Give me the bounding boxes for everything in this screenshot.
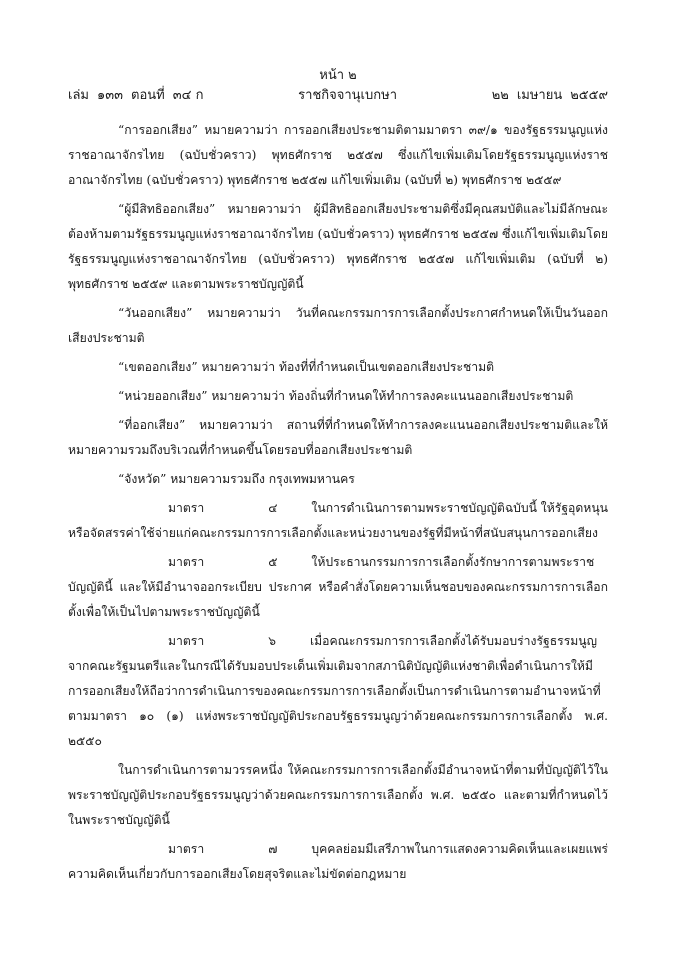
- section-paragraph-continued: ในการดำเนินการตามวรรคหนึ่ง ให้คณะกรรมการการเลือกตั้งมีอำนาจหน้าที่ตามที่บัญญัติไว้ในพระราชบัญญัติประกอบรัฐธรรมนูญว่าด้วยคณะกรรมการการเลือกตั้ง พ.ศ. ๒๕๕๐ และตามที่กำหนดไว้ในพระราชบัญญัตินี้: [68, 763, 608, 827]
- part-label: ตอนที่: [131, 88, 165, 103]
- volume-label: เล่ม: [68, 88, 89, 103]
- volume-info: [68, 86, 211, 106]
- part-number: ๓๔ ก: [172, 88, 204, 103]
- definition-paragraph: “จังหวัด” หมายความรวมถึง กรุงเทพมหานคร: [118, 472, 355, 486]
- section-number: ๖: [268, 634, 276, 648]
- definition-paragraph: “หน่วยออกเสียง” หมายความว่า ท้องถิ่นที่กำหนดให้ทำการลงคะแนนออกเสียงประชามติ: [118, 389, 574, 403]
- section-label: มาตรา: [168, 555, 205, 569]
- gazette-header: [68, 86, 608, 106]
- page-number: หน้า ๒: [319, 68, 357, 83]
- date-year: ๒๕๕๙: [570, 88, 608, 103]
- section-number: ๕: [268, 555, 278, 569]
- section-paragraph: [68, 496, 608, 546]
- document-page: [68, 66, 608, 887]
- section-text: บุคคลย่อมมีเสรีภาพในการแสดงความคิดเห็นและเผยแพร่ความคิดเห็นเกี่ยวกับการออกเสียงโดยสุจริตและไม่ขัดต่อกฎหมาย: [68, 842, 608, 881]
- section-text: ให้ประธานกรรมการการเลือกตั้งรักษาการตามพระราชบัญญัตินี้ และให้มีอำนาจออกระเบียบ ประกาศ หรือคำสั่งโดยความเห็นชอบของคณะกรรมการการเลือกตั้งเพื่อให้เป็นไปตามพระราชบัญญัตินี้: [68, 555, 608, 619]
- definition-paragraph: “วันออกเสียง” หมายความว่า วันที่คณะกรรมการการเลือกตั้งประกาศกำหนดให้เป็นวันออกเสียงประชามติ: [68, 306, 608, 345]
- section-text: เมื่อคณะกรรมการการเลือกตั้งได้รับมอบร่างรัฐธรรมนูญจากคณะรัฐมนตรีและในกรณีได้รับมอบประเด็นเพิ่มเติมจากสภานิติบัญญัติแห่งชาติเพื่อดำเนินการให้มีการออกเสียงให้ถือว่าการดำเนินการของคณะกรรมการการเลือกตั้งเป็นการดำเนินการตามอำนาจหน้าที่ตามมาตรา ๑๐ (๑) แห่งพระราชบัญญัติประกอบรัฐธรรมนูญว่าด้วยคณะกรรมการการเลือกตั้ง พ.ศ. ๒๕๕๐: [68, 634, 608, 748]
- definition-paragraph: “ผู้มีสิทธิออกเสียง” หมายความว่า ผู้มีสิทธิออกเสียงประชามติซึ่งมีคุณสมบัติและไม่มีลักษณะต้องห้ามตามรัฐธรรมนูญแห่งราชอาณาจักรไทย (ฉบับชั่วคราว) พุทธศักราช ๒๕๕๗ ซึ่งแก้ไขเพิ่มเติมโดยรัฐธรรมนูญแห่งราชอาณาจักรไทย (ฉบับชั่วคราว) พุทธศักราช ๒๕๕๗ แก้ไขเพิ่มเติม (ฉบับที่ ๒) พุทธศักราช ๒๕๕๙ และตามพระราชบัญญัตินี้: [68, 202, 608, 291]
- definition-paragraph: “การออกเสียง” หมายความว่า การออกเสียงประชามติตามมาตรา ๓๙/๑ ของรัฐธรรมนูญแห่งราชอาณาจักรไทย (ฉบับชั่วคราว) พุทธศักราช ๒๕๕๗ ซึ่งแก้ไขเพิ่มเติมโดยรัฐธรรมนูญแห่งราชอาณาจักรไทย (ฉบับชั่วคราว) พุทธศักราช ๒๕๕๗ แก้ไขเพิ่มเติม (ฉบับที่ ๒) พุทธศักราช ๒๕๕๙: [68, 123, 608, 187]
- section-label: มาตรา: [168, 501, 205, 515]
- section-label: มาตรา: [168, 842, 205, 856]
- section-number: ๗: [268, 842, 278, 856]
- definition-paragraph: “เขตออกเสียง” หมายความว่า ท้องที่ที่กำหนดเป็นเขตออกเสียงประชามติ: [118, 360, 495, 374]
- section-paragraph: [68, 629, 608, 754]
- section-number: ๔: [268, 501, 278, 515]
- section-text: ในการดำเนินการตามพระราชบัญญัติฉบับนี้ ให้รัฐอุดหนุนหรือจัดสรรค่าใช้จ่ายแก่คณะกรรมการการเลือกตั้งและหน่วยงานของรัฐที่มีหน้าที่สนับสนุนการออกเสียง: [68, 501, 608, 540]
- volume-number: ๑๓๓: [96, 88, 124, 103]
- publication-date: [484, 86, 608, 106]
- date-month: เมษายน: [516, 88, 563, 103]
- date-day: ๒๒: [491, 88, 509, 103]
- definition-paragraph: “ที่ออกเสียง” หมายความว่า สถานที่ที่กำหนดให้ทำการลงคะแนนออกเสียงประชามติและให้หมายความรวมถึงบริเวณที่กำหนดขึ้นโดยรอบที่ออกเสียงประชามติ: [68, 418, 608, 457]
- publication-name: ราชกิจจานุเบกษา: [298, 88, 397, 103]
- section-paragraph: [68, 550, 608, 625]
- section-paragraph: [68, 837, 608, 887]
- section-label: มาตรา: [168, 634, 205, 648]
